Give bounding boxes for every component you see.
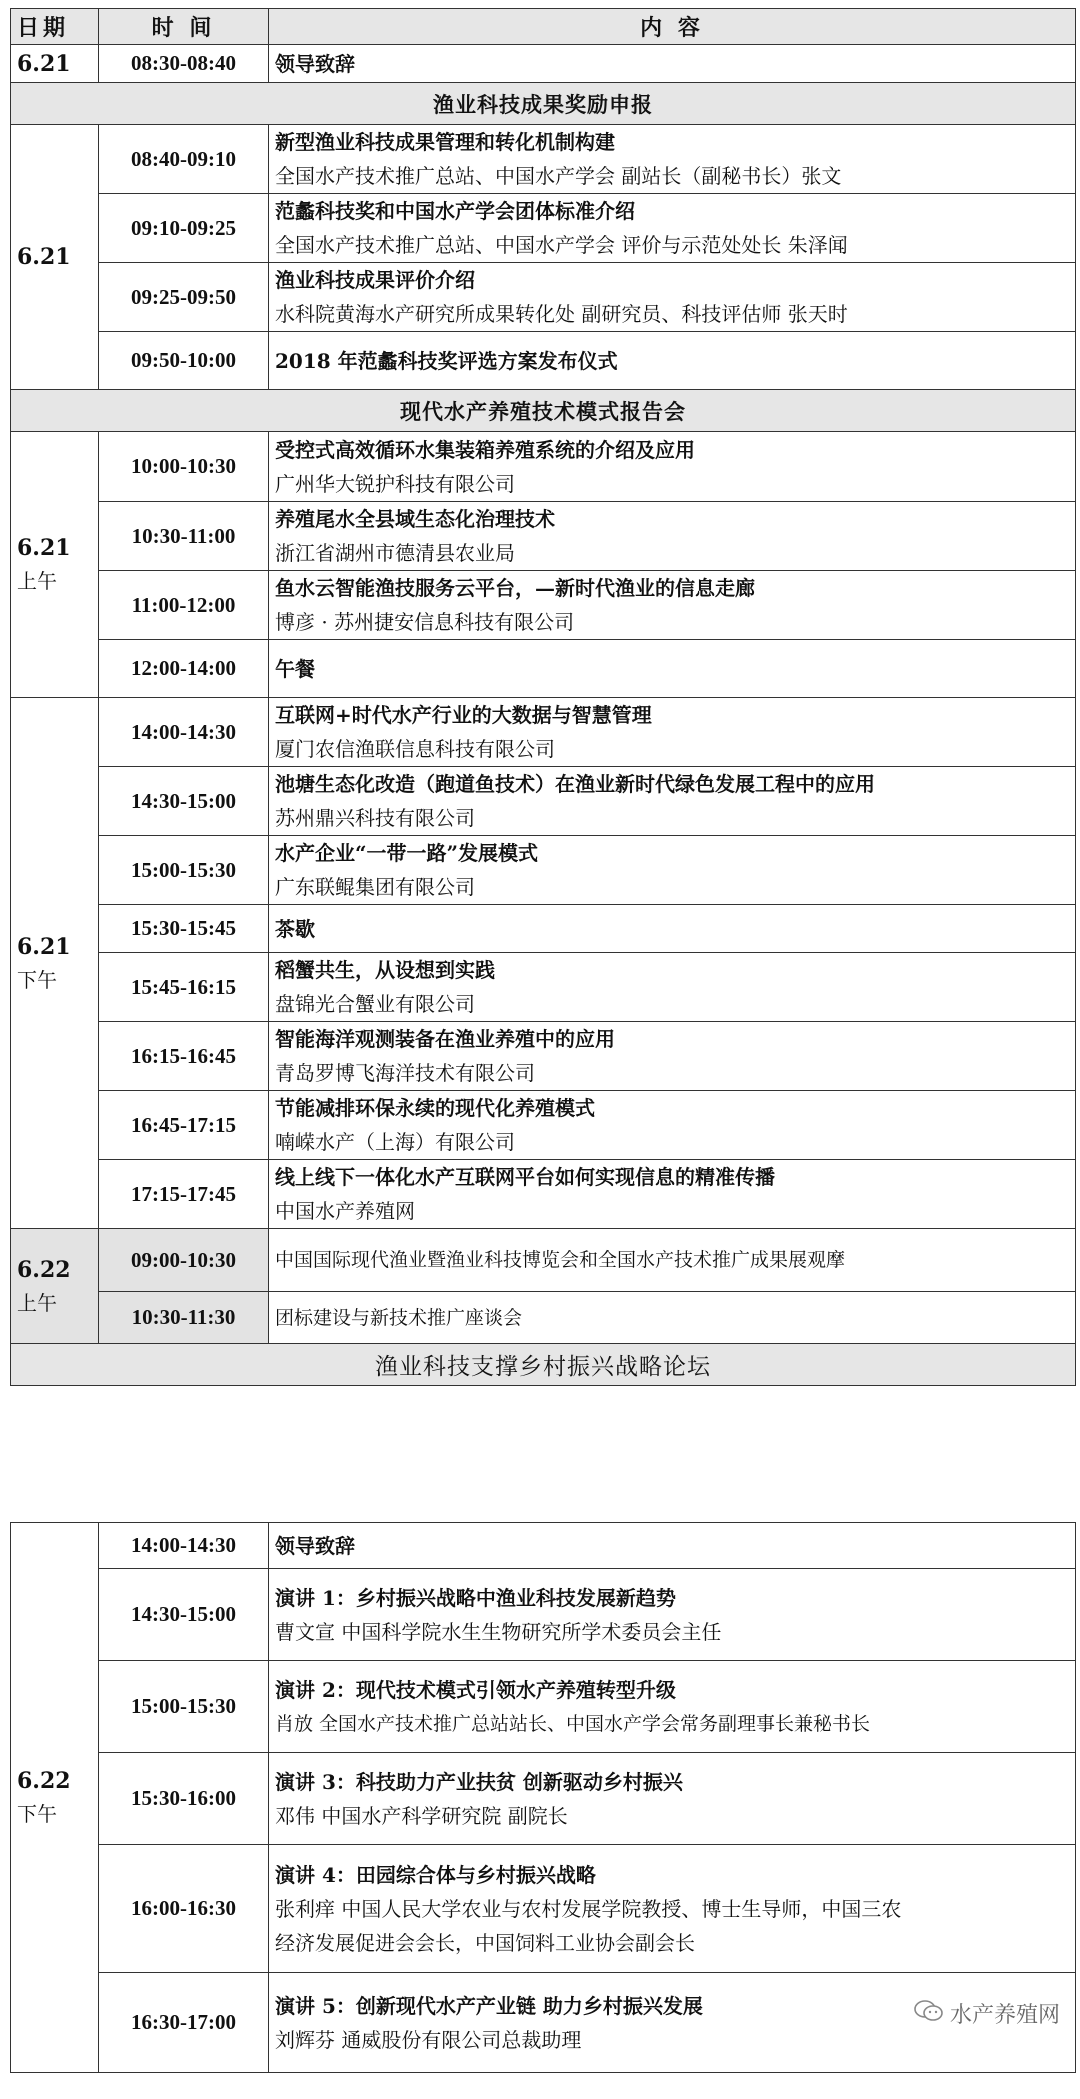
time-cell: 10:00-10:30 [99, 432, 269, 502]
table-row [11, 125, 1076, 194]
content-cell [269, 502, 1076, 571]
item-detail: 水科院黄海水产研究所成果转化处 副研究员、科技评估师 张天时 [275, 302, 848, 326]
time-cell: 09:00-10:30 [99, 1229, 269, 1292]
table-row [11, 836, 1076, 905]
content-cell [269, 1523, 1076, 1569]
content-cell [269, 836, 1076, 905]
item-title: 节能减排环保永续的现代化养殖模式 [275, 1096, 595, 1120]
item-detail: 广东联鲲集团有限公司 [275, 875, 475, 899]
header-date: 日期 [11, 9, 99, 45]
content-cell [269, 1160, 1076, 1229]
watermark-text: 水产养殖网 [949, 2003, 1060, 2028]
date-period: 上午 [17, 1290, 57, 1315]
time-cell: 14:30-15:00 [99, 1569, 269, 1661]
section-header [11, 83, 1076, 125]
table-row [11, 45, 1076, 83]
content-cell [269, 1292, 1076, 1344]
header-time: 时 间 [99, 9, 269, 45]
content-cell [269, 1753, 1076, 1845]
time-cell: 10:30-11:00 [99, 502, 269, 571]
time-cell: 16:00-16:30 [99, 1845, 269, 1973]
table-row [11, 953, 1076, 1022]
item-title: 领导致辞 [275, 1533, 355, 1558]
item-title: 智能海洋观测装备在渔业养殖中的应用 [275, 1027, 615, 1051]
content-cell [269, 1661, 1076, 1753]
table-row [11, 1753, 1076, 1845]
content-cell [269, 1022, 1076, 1091]
time-cell: 16:30-17:00 [99, 1973, 269, 2073]
item-detail-continued: 经济发展促进会会长，中国饲料工业协会副会长 [275, 1930, 695, 1955]
date-cell: 6.21 [11, 45, 99, 83]
table-row [11, 194, 1076, 263]
section-title: 渔业科技支撑乡村振兴战略论坛 [11, 1344, 1076, 1386]
time-cell: 17:15-17:45 [99, 1160, 269, 1229]
item-detail: 喃嵘水产（上海）有限公司 [275, 1130, 515, 1154]
item-title: 演讲 5：创新现代水产产业链 助力乡村振兴发展 [275, 1993, 703, 2018]
date-cell: 6.21 [11, 125, 99, 390]
table-row [11, 1845, 1076, 1973]
content-cell [269, 698, 1076, 767]
item-detail: 盘锦光合蟹业有限公司 [275, 992, 475, 1016]
item-title: 新型渔业科技成果管理和转化机制构建 [275, 130, 615, 154]
content-cell [269, 571, 1076, 640]
item-detail: 浙江省湖州市德清县农业局 [275, 541, 515, 565]
content-cell [269, 1229, 1076, 1292]
date-value: 6.22 [17, 1256, 71, 1283]
item-detail: 全国水产技术推广总站、中国水产学会 副站长（副秘书长）张文 [275, 164, 842, 188]
date-value: 6.22 [17, 1768, 71, 1794]
item-detail: 厦门农信渔联信息科技有限公司 [275, 737, 555, 761]
item-detail: 刘辉芬 通威股份有限公司总裁助理 [275, 2027, 582, 2052]
time-cell: 09:10-09:25 [99, 194, 269, 263]
item-title: 稻蟹共生，从设想到实践 [275, 958, 495, 982]
schedule-table-2 [10, 1522, 1076, 2073]
table-row [11, 1569, 1076, 1661]
table-row [11, 767, 1076, 836]
item-title: 互联网+时代水产行业的大数据与智慧管理 [275, 703, 652, 727]
date-cell [11, 698, 99, 1229]
table-row [11, 698, 1076, 767]
content-cell [269, 640, 1076, 698]
time-cell: 08:30-08:40 [99, 45, 269, 83]
date-period: 下午 [17, 967, 57, 992]
table-row [11, 1523, 1076, 1569]
table-row [11, 640, 1076, 698]
watermark [914, 1998, 1060, 2029]
section-header [11, 1344, 1076, 1386]
date-period: 上午 [17, 569, 57, 593]
section-title: 渔业科技成果奖励申报 [11, 83, 1076, 125]
time-cell: 14:00-14:30 [99, 698, 269, 767]
item-title: 水产企业“一带一路”发展模式 [275, 841, 539, 865]
item-detail: 中国水产养殖网 [275, 1199, 415, 1223]
table-header-row [11, 9, 1076, 45]
table-row [11, 432, 1076, 502]
item-title: 演讲 2：现代技术模式引领水产养殖转型升级 [275, 1677, 676, 1702]
item-detail: 全国水产技术推广总站、中国水产学会 评价与示范处处长 朱泽闻 [275, 233, 848, 257]
item-detail: 广州华大锐护科技有限公司 [275, 471, 515, 496]
item-title: 鱼水云智能渔技服务云平台，—新时代渔业的信息走廊 [275, 576, 755, 600]
section-header [11, 390, 1076, 432]
item-title: 受控式高效循环水集装箱养殖系统的介绍及应用 [275, 437, 695, 462]
item-title: 2018 年范蠡科技奖评选方案发布仪式 [275, 348, 618, 373]
header-content: 内 容 [269, 9, 1076, 45]
content-cell [269, 125, 1076, 194]
item-detail: 肖放 全国水产技术推广总站站长、中国水产学会常务副理事长兼秘书长 [275, 1712, 871, 1735]
time-cell: 12:00-14:00 [99, 640, 269, 698]
item-title: 演讲 1：乡村振兴战略中渔业科技发展新趋势 [275, 1585, 676, 1610]
content-cell [269, 263, 1076, 332]
item-detail: 苏州鼎兴科技有限公司 [275, 806, 475, 830]
item-title: 池塘生态化改造（跑道鱼技术）在渔业新时代绿色发展工程中的应用 [275, 772, 875, 796]
item-title: 线上线下一体化水产互联网平台如何实现信息的精准传播 [275, 1165, 775, 1189]
time-cell: 15:00-15:30 [99, 836, 269, 905]
section-title: 现代水产养殖技术模式报告会 [11, 390, 1076, 432]
content-cell [269, 1091, 1076, 1160]
time-cell: 15:00-15:30 [99, 1661, 269, 1753]
wechat-icon [914, 1999, 944, 2029]
item-detail: 邓伟 中国水产科学研究院 副院长 [275, 1803, 568, 1828]
time-cell: 16:45-17:15 [99, 1091, 269, 1160]
item-detail: 博彦 · 苏州捷安信息科技有限公司 [275, 610, 575, 634]
table-row [11, 1229, 1076, 1292]
time-cell: 14:30-15:00 [99, 767, 269, 836]
date-value: 6.21 [17, 933, 71, 960]
table-row [11, 905, 1076, 953]
content-cell [269, 953, 1076, 1022]
time-cell: 15:30-15:45 [99, 905, 269, 953]
schedule-table-1 [10, 8, 1076, 1386]
content-cell [269, 432, 1076, 502]
table-row [11, 1661, 1076, 1753]
item-title: 中国国际现代渔业暨渔业科技博览会和全国水产技术推广成果展观摩 [275, 1249, 846, 1271]
content-cell [269, 905, 1076, 953]
date-cell [11, 432, 99, 698]
time-cell: 14:00-14:30 [99, 1523, 269, 1569]
date-value: 6.21 [17, 535, 71, 561]
time-cell: 10:30-11:30 [99, 1292, 269, 1344]
item-title: 范蠡科技奖和中国水产学会团体标准介绍 [275, 199, 635, 223]
table-row [11, 263, 1076, 332]
date-cell [11, 1229, 99, 1344]
item-detail: 青岛罗博飞海洋技术有限公司 [275, 1061, 535, 1085]
item-title: 演讲 4：田园综合体与乡村振兴战略 [275, 1862, 596, 1887]
item-title: 午餐 [275, 656, 315, 681]
time-cell: 15:45-16:15 [99, 953, 269, 1022]
content-cell [269, 194, 1076, 263]
item-title: 领导致辞 [275, 51, 355, 76]
time-cell: 09:50-10:00 [99, 332, 269, 390]
time-cell: 11:00-12:00 [99, 571, 269, 640]
item-detail: 曹文宣 中国科学院水生生物研究所学术委员会主任 [275, 1619, 722, 1644]
table-row [11, 571, 1076, 640]
item-title: 茶歇 [275, 916, 315, 941]
table-row [11, 1292, 1076, 1344]
time-cell: 15:30-16:00 [99, 1753, 269, 1845]
item-title: 渔业科技成果评价介绍 [275, 268, 475, 292]
item-title: 演讲 3：科技助力产业扶贫 创新驱动乡村振兴 [275, 1769, 683, 1794]
content-cell [269, 1845, 1076, 1973]
item-detail: 张利痒 中国人民大学农业与农村发展学院教授、博士生导师，中国三农 [275, 1896, 902, 1921]
time-cell: 09:25-09:50 [99, 263, 269, 332]
time-cell: 16:15-16:45 [99, 1022, 269, 1091]
date-cell [11, 1523, 99, 2073]
table-row [11, 502, 1076, 571]
table-row [11, 332, 1076, 390]
item-title: 养殖尾水全县域生态化治理技术 [275, 507, 555, 531]
table-row [11, 1160, 1076, 1229]
time-cell: 08:40-09:10 [99, 125, 269, 194]
table-row [11, 1091, 1076, 1160]
date-period: 下午 [17, 1802, 57, 1826]
content-cell [269, 1569, 1076, 1661]
table-row [11, 1022, 1076, 1091]
content-cell [269, 45, 1076, 83]
item-title: 团标建设与新技术推广座谈会 [275, 1306, 523, 1329]
content-cell [269, 332, 1076, 390]
content-cell [269, 767, 1076, 836]
